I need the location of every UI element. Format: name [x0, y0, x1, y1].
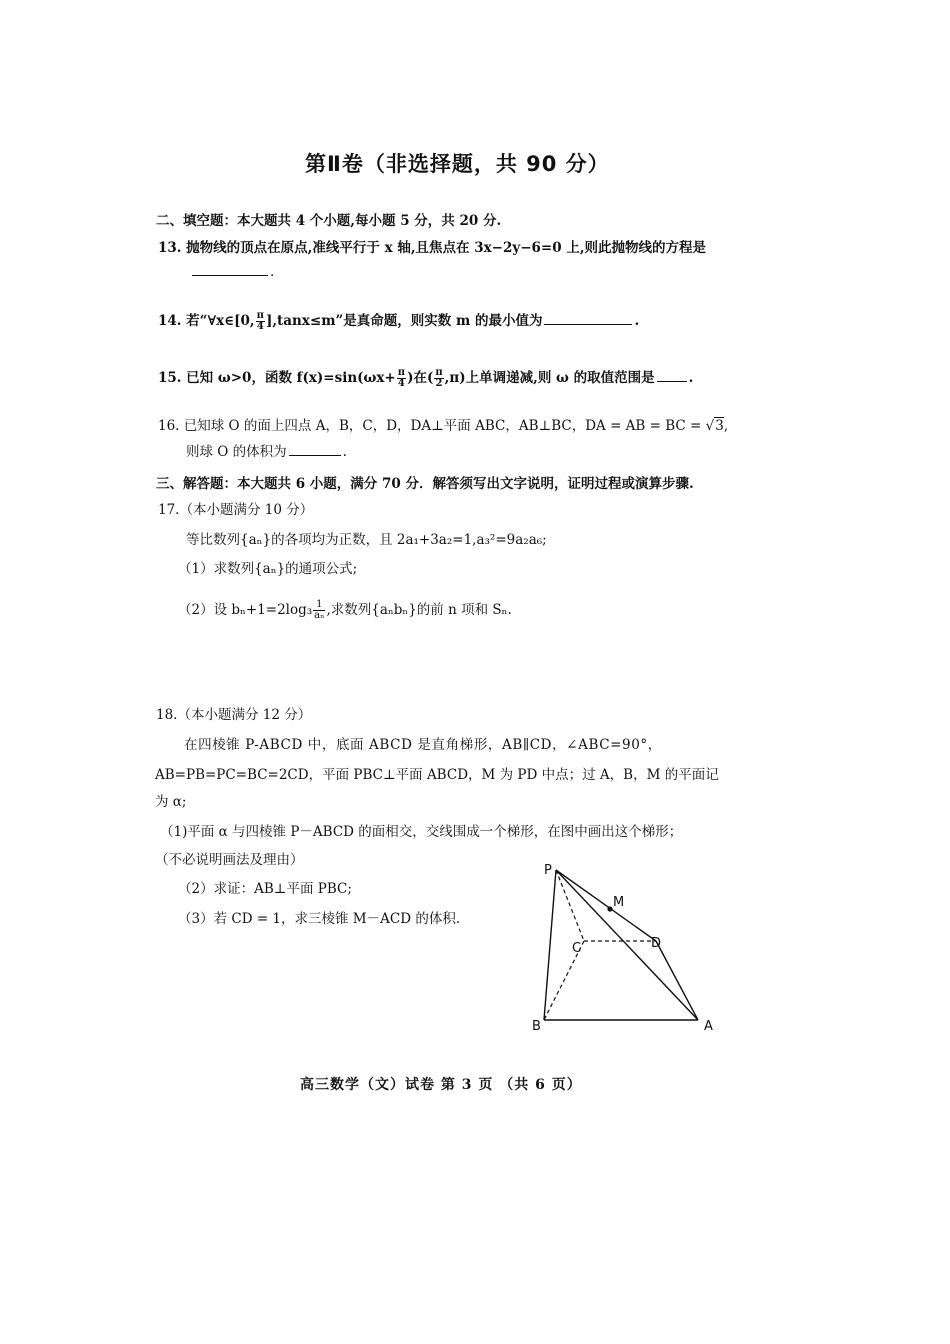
question-17-stem: 等比数列{aₙ}的各项均为正数，且 2a₁+3a₂=1,a₃²=9a₂a₆;: [186, 532, 547, 548]
sqrt-radicand: 3: [715, 418, 724, 434]
label-M: M: [613, 895, 625, 910]
label-A: A: [704, 1019, 713, 1034]
answer-blank[interactable]: [657, 380, 687, 382]
question-17-part2: [178, 598, 512, 621]
fraction-pi-over-4: [397, 368, 406, 389]
q16-pre: 16. 已知球 O 的面上四点 A，B，C，D，DA⊥平面 ABC，AB⊥BC，DA = AB = BC = √: [158, 418, 715, 434]
question-15: [158, 366, 693, 389]
edge-PB: [544, 870, 556, 1020]
edge-PD: [556, 870, 656, 941]
question-18-part3: （3）若 CD = 1，求三棱锥 M－ACD 的体积.: [178, 911, 461, 927]
fraction-pi-over-4: [256, 311, 265, 332]
frac-num: π: [256, 310, 264, 321]
period: .: [342, 444, 347, 460]
frac-den: aₙ: [314, 610, 325, 621]
edge-DA: [656, 941, 698, 1020]
label-C: C: [572, 941, 582, 956]
q14-mid: ],tanx≤m”是真命题，则实数 m 的最小值为: [265, 313, 543, 329]
question-16-line2: [186, 440, 347, 460]
label-P: P: [544, 863, 552, 878]
question-18-stem-3: 为 α;: [155, 794, 187, 810]
answer-blank[interactable]: [544, 323, 632, 325]
frac-den: 4: [256, 321, 264, 332]
fraction-pi-over-2: [434, 368, 443, 389]
section-title: 第Ⅱ卷（非选择题，共 90 分）: [305, 152, 610, 176]
question-13-line1: 13. 抛物线的顶点在原点,准线平行于 x 轴,且焦点在 3x−2y−6=0 上,则此抛物线的方程是: [158, 240, 707, 256]
question-13-answer-line: [190, 264, 274, 280]
answer-section-header: 三、解答题：本大题共 6 小题，满分 70 分．解答须写出文字说明，证明过程或演算步骤.: [156, 476, 694, 492]
frac-num: π: [435, 367, 443, 378]
q16-line2-text: 则球 O 的体积为: [186, 444, 287, 460]
q17-p2-post: ,求数列{aₙbₙ}的前 n 项和 Sₙ.: [326, 602, 512, 618]
question-18-part1: （1)平面 α 与四棱锥 P－ABCD 的面相交，交线围成一个梯形，在图中画出这个梯形；: [160, 824, 683, 840]
frac-den: 2: [435, 378, 443, 389]
question-18-part1-note: （不必说明画法及理由）: [155, 852, 304, 868]
period: .: [688, 370, 694, 386]
q14-pre: 14. 若“∀x∈[0,: [158, 313, 255, 329]
label-B: B: [532, 1019, 541, 1034]
comma: ,: [723, 418, 729, 434]
question-18-stem-1: 在四棱锥 P-ABCD 中，底面 ABCD 是直角梯形，AB∥CD，∠ABC=90°，: [184, 737, 662, 753]
q15-pre: 15. 已知 ω>0，函数 f(x)=sin(ωx+: [158, 370, 396, 386]
question-14: [158, 309, 639, 332]
frac-num: 1: [313, 600, 325, 611]
period: .: [634, 313, 640, 329]
label-D: D: [651, 936, 662, 951]
question-17-title: 17.（本小题满分 10 分）: [158, 502, 314, 518]
question-18-part2: （2）求证：AB⊥平面 PBC;: [178, 881, 352, 897]
question-16-line1: [158, 414, 728, 434]
q15-post: ,π)上单调递减,则 ω 的取值范围是: [444, 370, 655, 386]
question-18-title: 18.（本小题满分 12 分）: [156, 707, 312, 723]
frac-num: π: [397, 367, 406, 378]
frac-den: 4: [397, 378, 405, 389]
fill-in-header: 二、填空题：本大题共 4 个小题,每小题 5 分，共 20 分.: [156, 213, 502, 229]
page-footer: 高三数学（文）试卷 第 3 页 （共 6 页）: [300, 1077, 582, 1093]
point-M: [607, 906, 612, 911]
question-17-part1: （1）求数列{aₙ}的通项公式;: [178, 561, 358, 577]
answer-blank[interactable]: [192, 274, 268, 276]
pyramid-figure: [530, 858, 730, 1038]
q15-mid: )在(: [407, 370, 434, 386]
fraction-1-over-an: [313, 600, 325, 621]
question-18-stem-2: AB=PB=PC=BC=2CD，平面 PBC⊥平面 ABCD，M 为 PD 中点；过 A，B，M 的平面记: [155, 767, 719, 783]
answer-blank[interactable]: [289, 454, 341, 456]
q17-p2-pre: （2）设 bₙ+1=2log₃: [178, 602, 313, 618]
period: .: [270, 264, 275, 280]
